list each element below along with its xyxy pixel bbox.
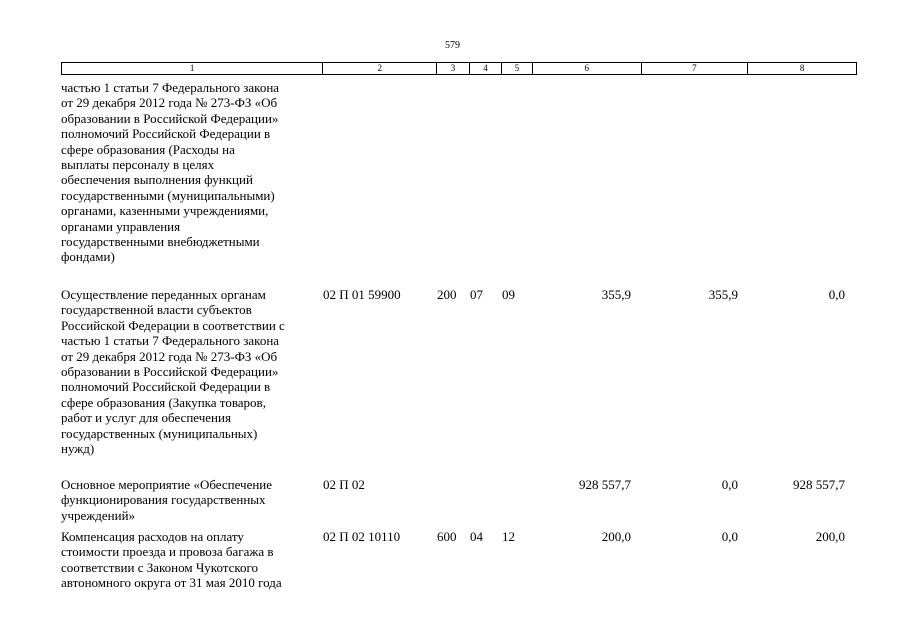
row-sum-total: 928 557,7 [579,477,631,492]
row-sum-total: 355,9 [601,287,631,302]
row-name: Основное мероприятие «Обеспечение функционирования государственных учреждений» [61,477,273,523]
header-col-5: 5 [502,63,533,74]
row-sum-col8: 0,0 [828,287,845,302]
header-col-7: 7 [642,63,749,74]
row-sum-total: 200,0 [601,529,631,544]
table-header [61,62,857,75]
header-col-2: 2 [323,63,437,74]
header-col-8: 8 [799,63,805,73]
row-sum-col8: 928 557,7 [793,477,845,492]
row-section: 04 [470,529,483,544]
row-code: 02 П 02 [323,477,365,492]
row-subsection: 12 [502,529,515,544]
row-subsection: 09 [502,287,515,302]
row-sum-col7: 355,9 [708,287,738,302]
header-col-4: 4 [470,63,502,74]
page-number: 579 [445,40,460,51]
row-sum-col8: 200,0 [815,529,845,544]
row-code: 02 П 02 10110 [323,529,401,544]
row-section: 07 [470,287,483,302]
row-sum-col7: 0,0 [721,529,738,544]
row-code: 02 П 01 59900 [323,287,401,302]
row-sum-col7: 0,0 [721,477,738,492]
row-name: частью 1 статьи 7 Федерального закона от 29 декабря 2012 года № 273-ФЗ «Об образовании в Российской Федерации» полномочий Российской Федерации в сфере образования (Расходы на выплаты персоналу в целях обеспечения выполнения функций государственными (муниципальными) органами, казенными учреждениями, органами управления государственными внебюджетными фондами) [61,80,280,265]
row-expense-type: 600 [437,529,457,544]
header-col-1: 1 [62,63,323,74]
header-col-6: 6 [533,63,642,74]
row-expense-type: 200 [437,287,457,302]
header-col-3: 3 [437,63,470,74]
row-name: Компенсация расходов на оплату стоимости проезда и провоза багажа в соответствии с Законом Чукотского автономного округа от 31 мая 2010 года [61,529,282,591]
row-name: Осуществление переданных органам государственной власти субъектов Российской Федерации в соответствии с частью 1 статьи 7 Федерального закона от 29 декабря 2012 года № 273-ФЗ «Об образовании в Российской Федерации» полномочий Российской Федерации в сфере образования (Закупка товаров, работ и услуг для обеспечения государственных (муниципальных) нужд) [61,287,285,457]
